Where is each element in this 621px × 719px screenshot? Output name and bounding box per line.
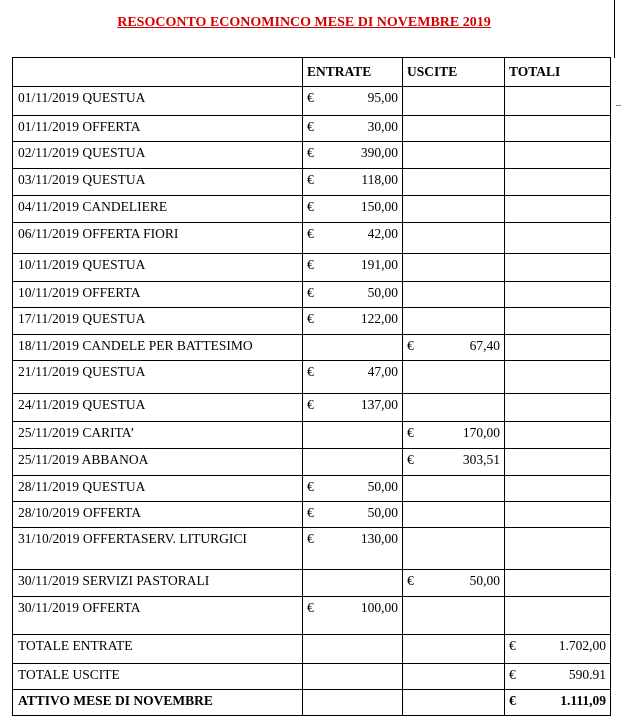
table-row (13, 116, 611, 142)
totals-value (505, 635, 611, 664)
totals-entrate-empty (303, 635, 403, 664)
row-uscita (403, 528, 505, 570)
row-descrizione: 18/11/2019 CANDELE PER BATTESIMO (13, 335, 303, 361)
header-uscite: USCITE (403, 58, 505, 87)
currency-symbol: € (307, 285, 314, 300)
currency-symbol: € (307, 364, 314, 379)
row-uscita (403, 570, 505, 597)
row-entrata (303, 335, 403, 361)
row-totale (505, 394, 611, 422)
row-entrata (303, 254, 403, 282)
row-uscita-amount: 303,51 (462, 452, 500, 467)
totals-row (13, 690, 611, 716)
row-entrata-amount: 47,00 (367, 364, 398, 379)
row-totale (505, 361, 611, 394)
currency-symbol: € (407, 452, 414, 467)
row-entrata-amount: 137,00 (360, 397, 398, 412)
row-entrata-amount: 50,00 (367, 479, 398, 494)
row-totale (505, 335, 611, 361)
currency-symbol: € (307, 226, 314, 241)
currency-symbol: € (509, 638, 516, 653)
totals-descrizione: TOTALE USCITE (13, 664, 303, 690)
table-row (13, 282, 611, 308)
row-entrata (303, 142, 403, 169)
row-uscita (403, 116, 505, 142)
row-descrizione: 04/11/2019 CANDELIERE (13, 196, 303, 223)
row-entrata-amount: 390,00 (360, 145, 398, 160)
row-totale (505, 142, 611, 169)
currency-symbol: € (307, 505, 314, 520)
row-totale (505, 308, 611, 335)
header-row (13, 58, 611, 87)
row-descrizione: 31/10/2019 OFFERTASERV. LITURGICI (13, 528, 303, 570)
row-descrizione: 25/11/2019 CARITA’ (13, 422, 303, 449)
currency-symbol: € (307, 479, 314, 494)
currency-symbol: € (307, 311, 314, 326)
row-entrata-amount: 118,00 (361, 172, 398, 187)
table-row (13, 361, 611, 394)
header-entrate: ENTRATE (303, 58, 403, 87)
row-entrata (303, 570, 403, 597)
row-entrata-amount: 130,00 (360, 531, 398, 546)
table-row (13, 422, 611, 449)
table-row (13, 308, 611, 335)
row-totale (505, 570, 611, 597)
ledger-body (13, 87, 611, 716)
totals-value-amount: 1.702,00 (558, 638, 606, 653)
table-row (13, 87, 611, 116)
row-uscita (403, 502, 505, 528)
row-descrizione: 25/11/2019 ABBANOA (13, 449, 303, 476)
row-descrizione: 30/11/2019 OFFERTA (13, 597, 303, 635)
row-entrata (303, 361, 403, 394)
row-uscita (403, 142, 505, 169)
row-totale (505, 422, 611, 449)
totals-value (505, 664, 611, 690)
row-entrata-amount: 50,00 (367, 285, 398, 300)
totals-descrizione: TOTALE ENTRATE (13, 635, 303, 664)
currency-symbol: € (307, 600, 314, 615)
row-entrata (303, 308, 403, 335)
currency-symbol: € (407, 425, 414, 440)
totals-value (505, 690, 611, 716)
row-totale (505, 169, 611, 196)
row-entrata (303, 394, 403, 422)
header-descrizione (13, 58, 303, 87)
currency-symbol: € (307, 531, 314, 546)
header-totali: TOTALI (505, 58, 611, 87)
row-entrata (303, 422, 403, 449)
table-row (13, 528, 611, 570)
row-uscita (403, 308, 505, 335)
row-entrata-amount: 122,00 (360, 311, 398, 326)
table-row (13, 597, 611, 635)
row-descrizione: 21/11/2019 QUESTUA (13, 361, 303, 394)
currency-symbol: € (307, 199, 314, 214)
row-descrizione: 24/11/2019 QUESTUA (13, 394, 303, 422)
totals-descrizione: ATTIVO MESE DI NOVEMBRE (13, 690, 303, 716)
row-totale (505, 502, 611, 528)
row-entrata (303, 196, 403, 223)
row-entrata (303, 223, 403, 254)
document-title: RESOCONTO ECONOMINCO MESE DI NOVEMBRE 2019 (117, 15, 491, 30)
totals-row (13, 635, 611, 664)
table-row (13, 196, 611, 223)
row-descrizione: 28/10/2019 OFFERTA (13, 502, 303, 528)
row-uscita (403, 169, 505, 196)
table-row (13, 142, 611, 169)
row-totale (505, 282, 611, 308)
row-uscita (403, 254, 505, 282)
row-uscita (403, 422, 505, 449)
row-entrata (303, 597, 403, 635)
row-uscita-amount: 170,00 (462, 425, 500, 440)
table-row (13, 394, 611, 422)
row-totale (505, 449, 611, 476)
totals-entrate-empty (303, 664, 403, 690)
row-entrata-amount: 42,00 (367, 226, 398, 241)
table-row (13, 223, 611, 254)
row-uscita-amount: 50,00 (469, 573, 500, 588)
row-descrizione: 17/11/2019 QUESTUA (13, 308, 303, 335)
row-entrata (303, 476, 403, 502)
totals-uscite-empty (403, 690, 505, 716)
row-entrata-amount: 95,00 (367, 90, 398, 105)
currency-symbol: € (509, 693, 516, 708)
row-entrata (303, 502, 403, 528)
row-uscita (403, 449, 505, 476)
row-entrata (303, 116, 403, 142)
row-descrizione: 28/11/2019 QUESTUA (13, 476, 303, 502)
row-entrata (303, 87, 403, 116)
row-entrata (303, 449, 403, 476)
row-descrizione: 01/11/2019 QUESTUA (13, 87, 303, 116)
currency-symbol: € (407, 338, 414, 353)
row-descrizione: 02/11/2019 QUESTUA (13, 142, 303, 169)
totals-value-amount: 590.91 (568, 667, 606, 682)
row-entrata-amount: 191,00 (360, 257, 398, 272)
currency-symbol: € (307, 397, 314, 412)
row-uscita (403, 223, 505, 254)
row-entrata-amount: 50,00 (367, 505, 398, 520)
row-uscita (403, 476, 505, 502)
table-row (13, 476, 611, 502)
currency-symbol: € (307, 90, 314, 105)
row-uscita (403, 335, 505, 361)
row-totale (505, 223, 611, 254)
row-entrata-amount: 150,00 (360, 199, 398, 214)
totals-entrate-empty (303, 690, 403, 716)
row-totale (505, 116, 611, 142)
row-uscita (403, 87, 505, 116)
row-descrizione: 30/11/2019 SERVIZI PASTORALI (13, 570, 303, 597)
currency-symbol: € (407, 573, 414, 588)
row-entrata (303, 169, 403, 196)
table-row (13, 169, 611, 196)
table-row (13, 502, 611, 528)
currency-symbol: € (509, 667, 516, 682)
page-edge-tick (616, 105, 621, 106)
row-totale (505, 528, 611, 570)
row-descrizione: 03/11/2019 QUESTUA (13, 169, 303, 196)
page-edge-line (614, 0, 615, 58)
table-row (13, 335, 611, 361)
table-row (13, 570, 611, 597)
row-totale (505, 196, 611, 223)
row-totale (505, 476, 611, 502)
currency-symbol: € (307, 172, 314, 187)
totals-uscite-empty (403, 635, 505, 664)
table-row (13, 449, 611, 476)
table-row (13, 254, 611, 282)
row-descrizione: 10/11/2019 OFFERTA (13, 282, 303, 308)
row-entrata (303, 528, 403, 570)
totals-row (13, 664, 611, 690)
row-uscita (403, 394, 505, 422)
row-totale (505, 87, 611, 116)
row-uscita-amount: 67,40 (469, 338, 500, 353)
currency-symbol: € (307, 145, 314, 160)
row-uscita (403, 597, 505, 635)
row-uscita (403, 196, 505, 223)
ledger-table (12, 57, 611, 716)
row-descrizione: 01/11/2019 OFFERTA (13, 116, 303, 142)
currency-symbol: € (307, 119, 314, 134)
row-descrizione: 10/11/2019 QUESTUA (13, 254, 303, 282)
totals-uscite-empty (403, 664, 505, 690)
currency-symbol: € (307, 257, 314, 272)
row-uscita (403, 282, 505, 308)
row-uscita (403, 361, 505, 394)
row-entrata-amount: 100,00 (360, 600, 398, 615)
row-entrata-amount: 30,00 (367, 119, 398, 134)
row-totale (505, 597, 611, 635)
row-totale (505, 254, 611, 282)
row-descrizione: 06/11/2019 OFFERTA FIORI (13, 223, 303, 254)
totals-value-amount: 1.111,09 (560, 693, 606, 708)
row-entrata (303, 282, 403, 308)
